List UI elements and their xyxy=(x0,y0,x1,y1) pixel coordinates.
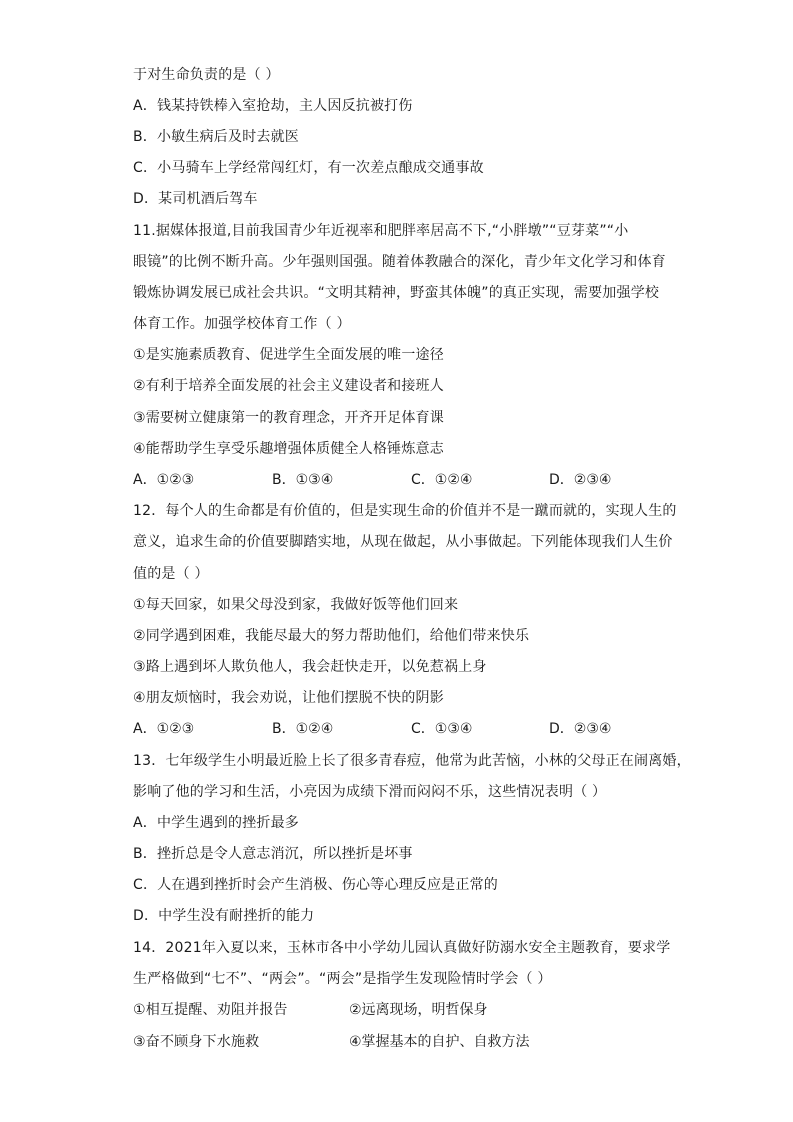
question-14-item-1: ①相互提醒、劝阻并报告 xyxy=(133,1002,288,1018)
question-10-option-d: D．某司机酒后驾车 xyxy=(133,191,258,207)
question-11-item-1: ①是实施素质教育、促进学生全面发展的唯一途径 xyxy=(133,347,444,363)
question-13-stem-line-2: 影响了他的学习和生活，小亮因为成绩下滑而闷闷不乐，这些情况表明（ ） xyxy=(133,784,607,800)
question-11-item-3: ③需要树立健康第一的教育理念，开齐开足体育课 xyxy=(133,410,444,426)
question-11-stem-line-2: 眼镜”的比例不断升高。少年强则国强。随着体教融合的深化，青少年文化学习和体育 xyxy=(133,254,666,270)
question-12-item-1: ①每天回家，如果父母没到家，我做好饭等他们回来 xyxy=(133,597,459,613)
question-12-option-a: A．①②③ xyxy=(133,721,195,737)
question-11-option-c: C．①②④ xyxy=(411,472,473,488)
question-10-option-a: A．钱某持铁棒入室抢劫，主人因反抗被打伤 xyxy=(133,98,413,114)
question-11-option-a: A．①②③ xyxy=(133,472,195,488)
question-11-stem-line-4: 体育工作。加强学校体育工作（ ） xyxy=(133,316,351,332)
question-12-stem-line-2: 意义，追求生命的价值要脚踏实地，从现在做起，从小事做起。下列能体现我们人生价 xyxy=(133,534,673,550)
question-12-option-c: C．①③④ xyxy=(411,721,473,737)
question-12-option-d: D．②③④ xyxy=(549,721,612,737)
question-11-item-4: ④能帮助学生享受乐趣增强体质健全人格锤炼意志 xyxy=(133,441,444,457)
question-12-stem-line-3: 值的是（ ） xyxy=(133,566,209,582)
question-14-item-3: ③奋不顾身下水施救 xyxy=(133,1034,260,1050)
question-14-stem-line-2: 生严格做到“七不”、“两会”。“两会”是指学生发现险情时学会（ ） xyxy=(133,971,552,987)
question-11-item-2: ②有利于培养全面发展的社会主义建设者和接班人 xyxy=(133,378,444,394)
question-11-option-d: D．②③④ xyxy=(549,472,612,488)
question-13-stem-line-1: 13．七年级学生小明最近脸上长了很多青春痘，他常为此苦恼，小林的父母正在闹离婚， xyxy=(133,753,691,769)
question-14-stem-line-1: 14．2021年入夏以来，玉林市各中小学幼儿园认真做好防溺水安全主题教育，要求学 xyxy=(133,940,671,956)
question-12-item-4: ④朋友烦恼时，我会劝说，让他们摆脱不快的阴影 xyxy=(133,690,444,706)
question-13-option-b: B．挫折总是令人意志消沉，所以挫折是坏事 xyxy=(133,846,413,862)
question-12-option-b: B．①②④ xyxy=(272,721,334,737)
question-12-item-2: ②同学遇到困难，我能尽最大的努力帮助他们，给他们带来快乐 xyxy=(133,628,530,644)
question-13-option-c: C．人在遇到挫折时会产生消极、伤心等心理反应是正常的 xyxy=(133,877,498,893)
question-14-item-4: ④掌握基本的自护、自救方法 xyxy=(349,1034,530,1050)
question-10-option-b: B．小敏生病后及时去就医 xyxy=(133,129,300,145)
question-10-stem-tail: 于对生命负责的是（ ） xyxy=(133,67,280,83)
question-13-option-a: A．中学生遇到的挫折最多 xyxy=(133,815,299,831)
question-11-option-b: B．①③④ xyxy=(272,472,334,488)
question-14-item-2: ②远离现场，明哲保身 xyxy=(349,1002,488,1018)
question-12-item-3: ③路上遇到坏人欺负他人，我会赶快走开，以免惹祸上身 xyxy=(133,659,487,675)
question-10-option-c: C．小马骑车上学经常闯红灯，有一次差点酿成交通事故 xyxy=(133,160,484,176)
question-11-stem-line-3: 锻炼协调发展已成社会共识。“文明其精神，野蛮其体魄”的真正实现，需要加强学校 xyxy=(133,285,660,301)
question-11-stem-line-1: 11.据媒体报道,目前我国青少年近视率和肥胖率居高不下,“小胖墩”“豆芽菜”“小 xyxy=(133,223,629,239)
question-12-stem-line-1: 12．每个人的生命都是有价值的，但是实现生命的价值并不是一蹴而就的，实现人生的 xyxy=(133,503,677,519)
question-13-option-d: D．中学生没有耐挫折的能力 xyxy=(133,908,315,924)
